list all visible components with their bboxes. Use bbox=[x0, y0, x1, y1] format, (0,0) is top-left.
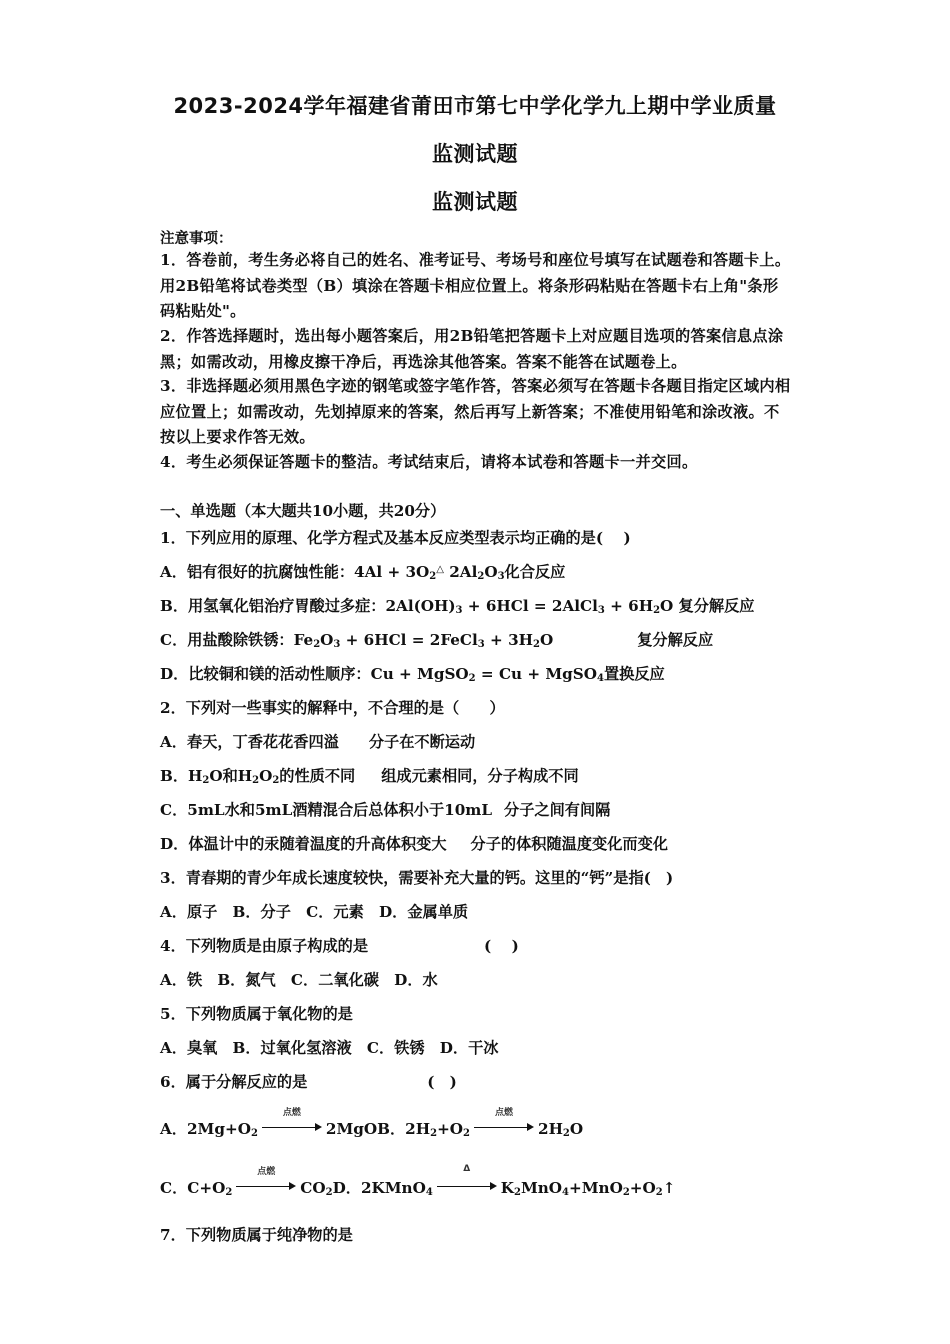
question-2-option-b: B．$H_2O$和$H_2O_2$的性质不同 组成元素相同，分子构成不同 bbox=[160, 767, 579, 786]
reaction-arrow: Δ bbox=[437, 1180, 497, 1194]
notice-heading: 注意事项： bbox=[160, 231, 233, 247]
page-subtitle-repeat: 监测试题 bbox=[432, 190, 518, 214]
question-4-options: A．铁 B．氮气 C．二氧化碳 D．水 bbox=[160, 971, 438, 989]
question-2-option-a: A．春天，丁香花花香四溢 分子在不断运动 bbox=[160, 733, 476, 751]
question-6-options-cd: C．$C+O_2$ 点燃 $CO_2D$．2KMnO$_4$ Δ $K_2MnO_4+MnO_2+O_2↑$ bbox=[160, 1164, 676, 1198]
notice-item-4: 4．考生必须保证答题卡的整洁。考试结束后，请将本试卷和答题卡一并交回。 bbox=[160, 453, 698, 471]
question-3-stem: 3．青春期的青少年成长速度较快，需要补充大量的钙。这里的“钙”是指( ) bbox=[160, 869, 674, 887]
question-3-options: A．原子 B．分子 C．元素 D．金属单质 bbox=[160, 903, 469, 921]
question-1-option-d: D．比较铜和镁的活动性顺序：Cu + MgSO$_2$ = Cu + MgSO$_4$置换反应 bbox=[160, 665, 665, 684]
question-4-stem: 4．下列物质是由原子构成的是 ( ) bbox=[160, 937, 519, 955]
question-5-options: A．臭氧 B．过氧化氢溶液 C．铁锈 D．干冰 bbox=[160, 1039, 499, 1057]
notice-item-2: 2．作答选择题时，选出每小题答案后，用2B铅笔把答题卡上对应题目选项的答案信息点涂黑；如需改动，用橡皮擦干净后，再选涂其他答案。答案不能答在试题卷上。 bbox=[160, 327, 784, 371]
notice-item-3: 3．非选择题必须用黑色字迹的钢笔或签字笔作答，答案必须写在答题卡各题目指定区域内相应位置上；如需改动，先划掉原来的答案，然后再写上新答案；不准使用铅笔和涂改液。不按以上要求作答无效。 bbox=[160, 377, 791, 446]
question-6-options-ab: A．$2Mg+O_2$ 点燃 2MgOB．$2H_2+O_2$ 点燃 $2H_2O$ bbox=[160, 1108, 584, 1139]
section-heading: 一、单选题（本大题共10小题，共20分） bbox=[160, 502, 446, 520]
reaction-arrow: 点燃 bbox=[474, 1121, 534, 1135]
question-5-stem: 5．下列物质属于氧化物的是 bbox=[160, 1005, 353, 1023]
question-2-stem: 2．下列对一些事实的解释中，不合理的是（ ） bbox=[160, 699, 505, 717]
question-1-option-c: C．用盐酸除铁锈：$Fe_2O_3 + 6HCl$ = 2FeCl$_3$ + $3H_2O$ 复分解反应 bbox=[160, 631, 714, 650]
question-2-option-d: D．体温计中的汞随着温度的升高体积变大 分子的体积随温度变化而变化 bbox=[160, 835, 668, 853]
question-1-option-c-type: 复分解反应 bbox=[637, 631, 714, 649]
question-1-stem: 1．下列应用的原理、化学方程式及基本反应类型表示均正确的是( ) bbox=[160, 529, 631, 547]
question-2-option-c: C．5mL水和5mL酒精混合后总体积小于10mL 分子之间有间隔 bbox=[160, 801, 611, 819]
question-7-stem: 7．下列物质属于纯净物的是 bbox=[160, 1226, 353, 1244]
reaction-arrow: 点燃 bbox=[262, 1121, 322, 1135]
question-6-stem: 6．属于分解反应的是 ( ) bbox=[160, 1073, 457, 1091]
notice-item-1: 1．答卷前，考生务必将自己的姓名、准考证号、考场号和座位号填写在试题卷和答题卡上。用2B铅笔将试卷类型（B）填涂在答题卡相应位置上。将条形码粘贴在答题卡右上角"条形码粘贴处"。 bbox=[160, 251, 791, 320]
page-subtitle: 监测试题 bbox=[432, 142, 518, 166]
question-1-option-b: B．用氢氧化铝治疗胃酸过多症：$2Al(OH)_3 + 6HCl$ = 2AlCl$_3$ + $6H_2O$ 复分解反应 bbox=[160, 597, 755, 616]
page-title: 2023-2024学年福建省莆田市第七中学化学九上期中学业质量 bbox=[173, 94, 777, 118]
question-1-option-a: A．铝有很好的抗腐蚀性能：$4Al + 3O_2^\triangle$ $2Al_2O_3$化合反应 bbox=[160, 563, 566, 582]
reaction-arrow: 点燃 bbox=[236, 1180, 296, 1194]
